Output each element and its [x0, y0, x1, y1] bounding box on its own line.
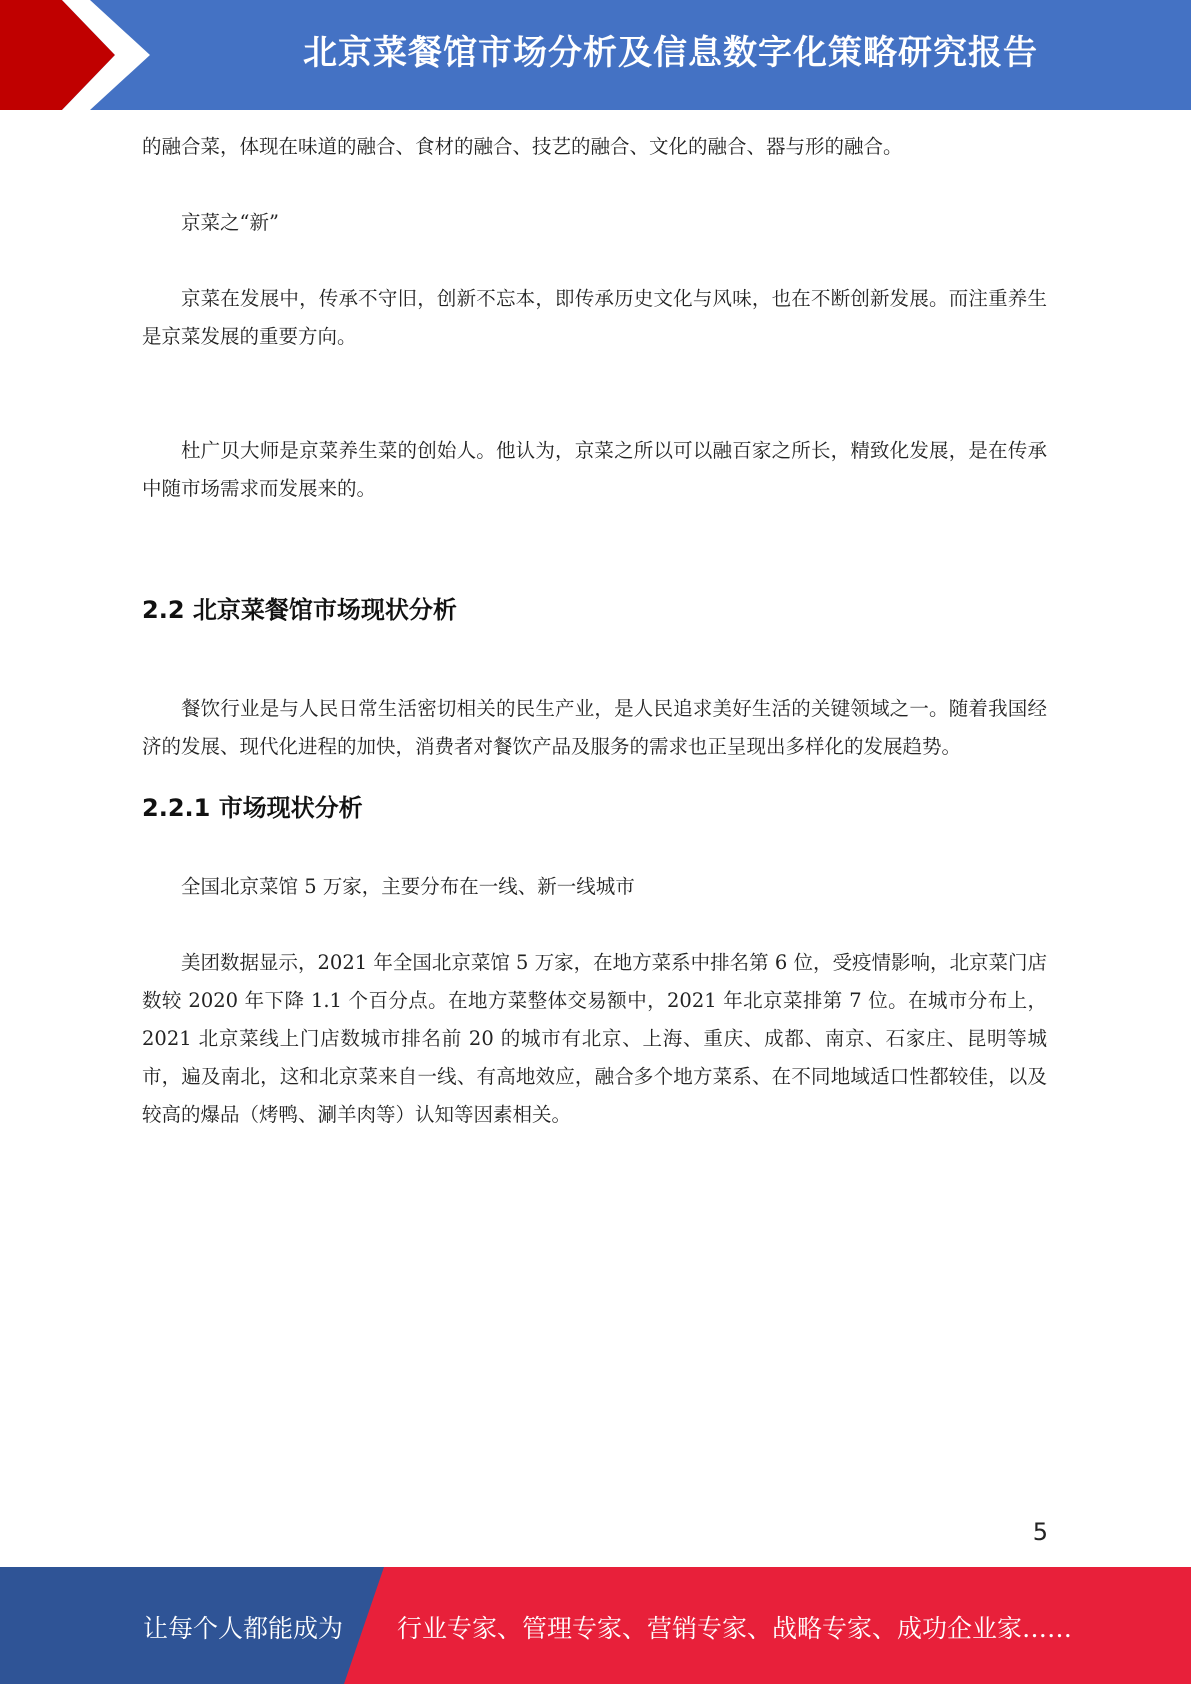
section-heading-2-2: 2.2 北京菜餐馆市场现状分析	[142, 596, 457, 624]
footer-slogan-list: 行业专家、管理专家、营销专家、战略专家、成功企业家……	[397, 1614, 1073, 1643]
page-content	[142, 128, 1047, 1134]
paragraph: 京菜之“新”	[181, 211, 279, 234]
paragraph: 餐饮行业是与人民日常生活密切相关的民生产业，是人民追求美好生活的关键领域之一。随着我国经济的发展、现代化进程的加快，消费者对餐饮产品及服务的需求也正呈现出多样化的发展趋势。	[142, 697, 1047, 758]
footer-slogan-lead: 让每个人都能成为	[143, 1614, 344, 1643]
paragraph: 杜广贝大师是京菜养生菜的创始人。他认为，京菜之所以可以融百家之所长，精致化发展，是在传承中随市场需求而发展来的。	[142, 439, 1047, 500]
report-title: 北京菜餐馆市场分析及信息数字化策略研究报告	[303, 33, 1038, 73]
paragraph: 的融合菜，体现在味道的融合、食材的融合、技艺的融合、文化的融合、器与形的融合。	[142, 135, 903, 158]
header-chevron-decoration	[0, 0, 160, 110]
paragraph: 美团数据显示，2021 年全国北京菜馆 5 万家，在地方菜系中排名第 6 位，受疫情影响，北京菜门店数较 2020 年下降 1.1 个百分点。在地方菜整体交易额中，2021 年北京菜排第 7 位。在城市分布上，2021 北京菜线上门店数城市排名前 20 的城市有北京、上海、重庆、成都、南京、石家庄、昆明等城市，遍及南北，这和北京菜来自一线、有高地效应，融合多个地方菜系、在不同地域适口性都较佳，以及较高的爆品（烤鸭、涮羊肉等）认知等因素相关。	[142, 951, 1047, 1126]
page-number: 5	[1032, 1518, 1048, 1546]
paragraph: 全国北京菜馆 5 万家，主要分布在一线、新一线城市	[181, 875, 635, 898]
footer-banner	[0, 1567, 1191, 1684]
section-heading-2-2-1: 2.2.1 市场现状分析	[142, 794, 363, 822]
header-banner	[0, 0, 1191, 110]
paragraph: 京菜在发展中，传承不守旧，创新不忘本，即传承历史文化与风味，也在不断创新发展。而注重养生是京菜发展的重要方向。	[142, 287, 1047, 348]
